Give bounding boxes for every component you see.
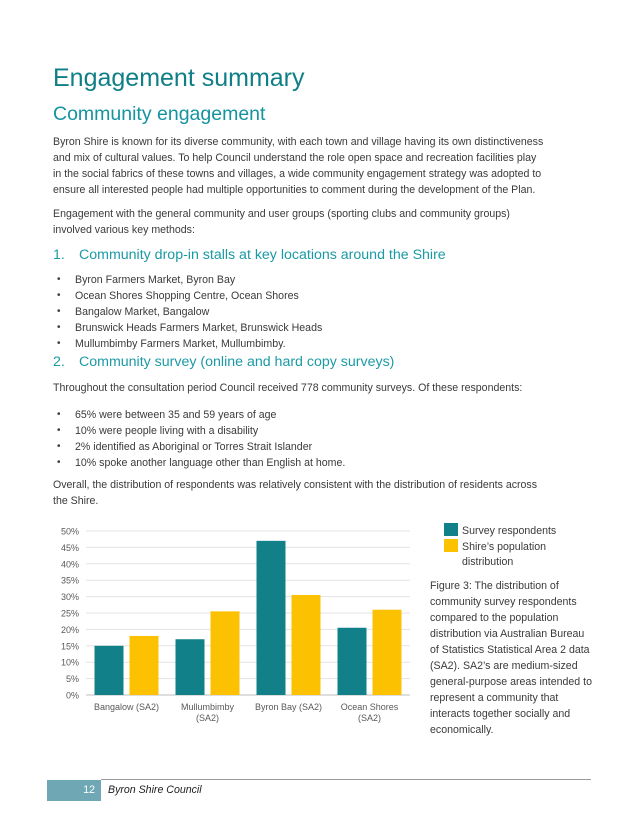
list-item: • 10% were people living with a disability <box>53 423 345 439</box>
x-tick-label: Mullumbimby <box>180 702 235 712</box>
list-item: • Byron Farmers Market, Byron Bay <box>53 272 322 288</box>
page-title: Engagement summary <box>53 64 305 92</box>
section2-number: 2. <box>53 354 65 370</box>
legend-label-line: Survey respondents <box>462 525 557 537</box>
legend-label-population <box>462 540 582 570</box>
caption-line: represent a community that <box>430 692 559 704</box>
intro-line: in the social fabrics of these towns and villages, a wide community engagement strategy was adopted to <box>53 168 542 180</box>
section1-heading <box>53 247 446 263</box>
legend-label-line: Shire’s population <box>462 541 547 553</box>
legend-label-line: distribution <box>462 556 514 568</box>
legend-label-survey <box>462 524 582 539</box>
caption-line: economically. <box>430 724 494 736</box>
y-tick-label: 20% <box>60 624 79 635</box>
methods-line: involved various key methods: <box>53 224 195 236</box>
caption-line: distribution via Australian Bureau <box>430 628 585 640</box>
legend-swatch-population <box>444 539 458 552</box>
caption-line: compared to the population <box>430 612 559 624</box>
x-tick-label: Byron Bay (SA2) <box>254 702 323 712</box>
intro-line: Byron Shire is known for its diverse community, with each town and village having its own distinctiveness <box>53 136 544 148</box>
y-tick-label: 40% <box>60 559 79 570</box>
legend-swatch-survey <box>444 523 458 536</box>
y-tick-label: 35% <box>60 575 79 586</box>
section2-list <box>53 407 345 471</box>
methods-paragraph <box>53 206 593 238</box>
caption-line: (SA2). SA2’s are medium-sized <box>430 660 578 672</box>
list-item: • Ocean Shores Shopping Centre, Ocean Shores <box>53 288 322 304</box>
x-tick-label: Ocean Shores <box>340 702 399 712</box>
bar-survey <box>176 639 205 695</box>
bar-survey <box>95 646 124 695</box>
outro-line: Overall, the distribution of respondents was relatively consistent with the distribution of residents across <box>53 479 538 491</box>
caption-line: general-purpose areas intended to <box>430 676 592 688</box>
bar-chart <box>50 520 420 735</box>
section2-outro <box>53 477 593 509</box>
list-item: • Mullumbimby Farmers Market, Mullumbimby. <box>53 336 322 352</box>
section-subtitle: Community engagement <box>53 103 266 125</box>
list-item: • Brunswick Heads Farmers Market, Brunswick Heads <box>53 320 322 336</box>
list-item: • 10% spoke another language other than English at home. <box>53 455 345 471</box>
x-tick-label: (SA2) <box>357 713 382 723</box>
methods-line: Engagement with the general community and user groups (sporting clubs and community groups) <box>53 208 510 220</box>
caption-line: of Statistics Statistical Area 2 data <box>430 644 590 656</box>
bar-survey <box>257 541 286 695</box>
footer-org: Byron Shire Council <box>108 784 202 796</box>
list-item: • 65% were between 35 and 59 years of age <box>53 407 345 423</box>
section2-heading <box>53 354 394 370</box>
caption-line: interacts together socially and <box>430 708 571 720</box>
section2-intro: Throughout the consultation period Council received 778 community surveys. Of these respondents: <box>53 382 523 394</box>
y-tick-label: 5% <box>65 674 79 685</box>
x-tick-label: Bangalow (SA2) <box>93 702 160 712</box>
caption-line: community survey respondents <box>430 596 577 608</box>
bar-survey <box>338 628 367 695</box>
section2-heading-text: Community survey (online and hard copy surveys) <box>79 354 395 370</box>
intro-line: ensure all interested people had multiple opportunities to comment during the development of the Plan. <box>53 184 536 196</box>
y-tick-label: 0% <box>65 690 79 701</box>
bar-population <box>292 595 321 695</box>
y-tick-label: 10% <box>60 657 79 668</box>
bar-population <box>130 636 159 695</box>
figure-caption <box>430 578 610 738</box>
y-tick-label: 50% <box>60 526 79 537</box>
section1-number: 1. <box>53 247 65 263</box>
bar-population <box>373 610 402 695</box>
section1-list <box>53 272 322 352</box>
y-tick-label: 45% <box>60 542 79 553</box>
x-tick-label: (SA2) <box>195 713 220 723</box>
caption-line: Figure 3: The distribution of <box>430 580 559 592</box>
y-tick-label: 30% <box>60 592 79 603</box>
footer-rule <box>101 779 591 780</box>
intro-paragraph <box>53 134 593 198</box>
outro-line: the Shire. <box>53 495 99 507</box>
list-item: • 2% identified as Aboriginal or Torres Strait Islander <box>53 439 345 455</box>
intro-line: and mix of cultural values. To help Council understand the role open space and recreation facilities play <box>53 152 537 164</box>
list-item: • Bangalow Market, Bangalow <box>53 304 322 320</box>
y-tick-label: 25% <box>60 608 79 619</box>
y-tick-label: 15% <box>60 641 79 652</box>
page-number: 12 <box>83 784 95 796</box>
section1-heading-text: Community drop-in stalls at key locations around the Shire <box>79 247 446 263</box>
bar-population <box>211 611 240 695</box>
